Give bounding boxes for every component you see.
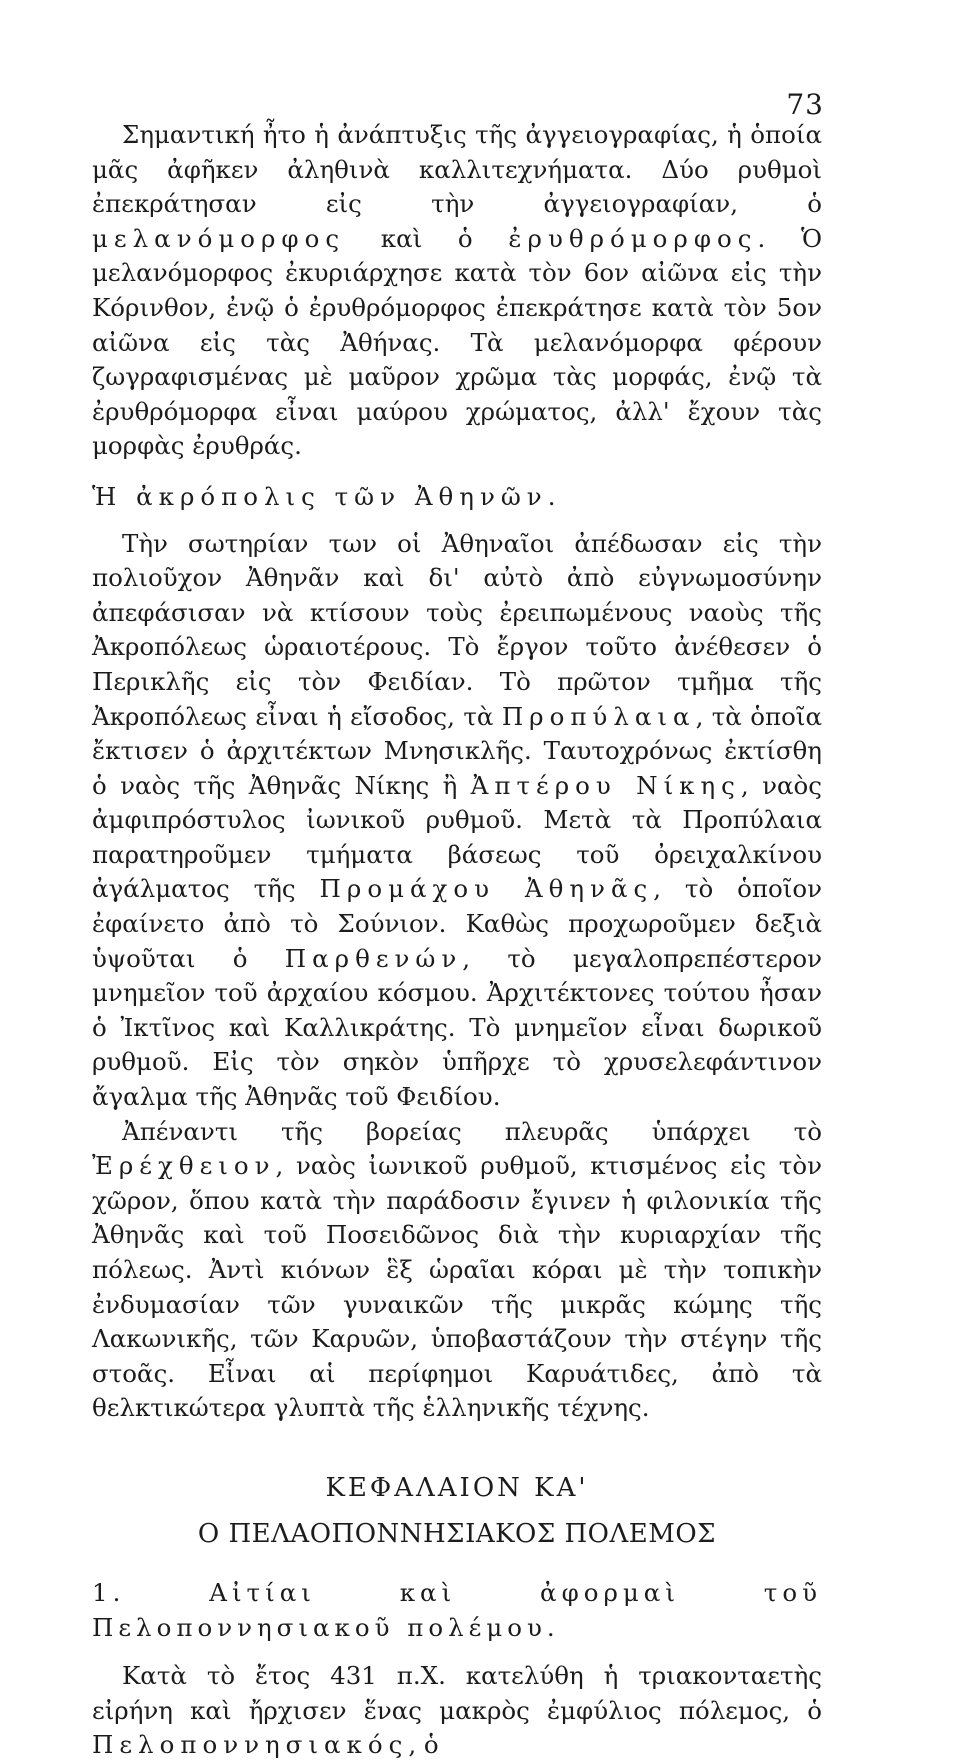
text-run: , τὸ μεγαλοπρεπέστερον μνημεῖον τοῦ ἀρχαίου κόσμου. Ἀρχιτέκτονες τούτου ἦσαν ὁ Ἰκτῖνος καὶ Καλλικράτης. Τὸ μνημεῖον εἶναι δωρικοῦ ρυθμοῦ. Εἰς τὸν σηκὸν ὑπῆρχε τὸ χρυσελεφάντινον ἄγαλμα τῆς Ἀθηνᾶς τοῦ Φειδίου.	[92, 943, 823, 1112]
term-propylaea: Προπύλαια	[501, 701, 696, 731]
paragraph-vase-painting	[92, 118, 822, 464]
paragraph-acropolis	[92, 527, 822, 1115]
term-apteros-nike: Ἀπτέρου Νίκης	[470, 770, 741, 800]
text-run: , ναὸς ἰωνικοῦ ρυθμοῦ, κτισμένος εἰς τὸν χῶρον, ὅπου κατὰ τὴν παράδοσιν ἔγινεν ἡ φιλονικία τῆς Ἀθηνᾶς καὶ τοῦ Ποσειδῶνος διὰ τὴν κυριαρχίαν τῆς πόλεως. Ἀντὶ κιόνων ἓξ ὡραῖαι κόραι μὲ τὴν τοπικὴν ἐνδυμασίαν τῶν γυναικῶν τῆς μικρᾶς κώμης τῆς Λακωνικῆς, τῶν Καρυῶν, ὑποβαστάζουν τὴν στέγην τῆς στοᾶς. Εἶναι αἱ περίφημοι Καρυάτιδες, ἀπὸ τὰ θελκτικώτερα γλυπτὰ τῆς ἑλληνικῆς τέχνης.	[92, 1151, 822, 1423]
text-run: Σημαντική ἦτο ἡ ἀνάπτυξις τῆς ἀγγειογραφίας, ἡ ὁποία μᾶς ἀφῆκεν ἀληθινὰ καλλιτεχνήματα. Δύο ρυθμοὶ ἐπεκράτησαν εἰς τὴν ἀγγειογραφίαν, ὁ	[92, 120, 822, 219]
text-run: Ἀπέναντι τῆς βορείας πλευρᾶς ὑπάρχει τὸ	[122, 1116, 822, 1146]
acropolis-heading: Ἡ ἀκρόπολις τῶν Ἀθηνῶν.	[92, 481, 562, 511]
term-parthenon: Παρθενών	[284, 943, 463, 973]
text-run: , τὰ ὁποῖα ἔκτισεν ὁ ἀρχιτέκτων Μνησικλῆς. Ταυτοχρόνως ἐκτίσθη ὁ ναὸς τῆς Ἀθηνᾶς Νίκης ἢ	[92, 701, 822, 800]
term-black-figure: μελανόμορφος	[92, 223, 346, 253]
chapter-title: Ο ΠΕΛΑΟΠΟΝΝΗΣΙΑΚΟΣ ΠΟΛΕΜΟΣ	[197, 1518, 717, 1549]
text-run: Κατὰ τὸ ἔτος 431 π.Χ. κατελύθη ἡ τριακονταετὴς εἰρήνη καὶ ἤρχισεν ἕνας μακρὸς ἐμφύλιος πόλεμος, ὁ	[92, 1661, 822, 1725]
term-red-figure: ἐρυθρόμορφος	[508, 223, 758, 253]
section-title: Αἰτίαι καὶ ἀφορμαὶ τοῦ Πελοποννησιακοῦ πολέμου.	[92, 1577, 822, 1642]
term-erechtheion: Ἐρέχθειον	[92, 1151, 276, 1181]
page-body	[92, 118, 822, 1763]
text-run: καὶ ὁ	[345, 223, 509, 253]
page-number: 73	[786, 88, 824, 121]
paragraph-war-start	[92, 1659, 822, 1763]
term-promachos: Προμάχου Ἀθηνᾶς	[319, 874, 654, 904]
text-run: . Ὁ μελανόμορφος ἐκυριάρχησε κατὰ τὸν 6ον αἰῶνα εἰς τὴν Κόρινθον, ἐνῷ ὁ ἐρυθρόμορφος ἐπεκράτησε κατὰ τὸν 5ον αἰῶνα εἰς τὰς Ἀθήνας. Τὰ μελανόμορφα φέρουν ζωγραφισμένας μὲ μαῦρον χρῶμα τὰς μορφάς, ἐνῷ τὰ ἐρυθρόμορφα εἶναι μαύρου χρώματος, ἀλλ' ἔχουν τὰς μορφὰς ἐρυθράς.	[92, 223, 823, 461]
term-peloponnesian: Πελοποννησιακός	[92, 1730, 409, 1760]
chapter-label: ΚΕΦΑΛΑΙΟΝ ΚΑ'	[325, 1472, 589, 1503]
text-run: , ὁ	[408, 1730, 439, 1760]
section-number: 1.	[92, 1577, 126, 1607]
text-run: , τὸ ὁποῖον ἐφαίνετο ἀπὸ τὸ Σούνιον. Καθὼς προχωροῦμεν δεξιὰ ὑψοῦται ὁ	[92, 874, 822, 973]
section-heading	[92, 1576, 822, 1645]
text-run: , ναὸς ἀμφιπρόστυλος ἰωνικοῦ ρυθμοῦ. Μετὰ τὰ Προπύλαια παρατηροῦμεν τμήματα βάσεως τοῦ ὀρειχαλκίνου ἀγάλματος τῆς	[92, 770, 822, 904]
paragraph-erechtheion	[92, 1115, 822, 1426]
text-run: Τὴν σωτηρίαν των οἱ Ἀθηναῖοι ἀπέδωσαν εἰς τὴν πολιοῦχον Ἀθηνᾶν καὶ δι' αὐτὸ ἀπὸ εὐγνωμοσύνην ἀπεφάσισαν νὰ κτίσουν τοὺς ἐρειπωμένους ναοὺς τῆς Ἀκροπόλεως ὡραιοτέρους. Τὸ ἔργον τοῦτο ἀνέθεσεν ὁ Περικλῆς εἰς τὸν Φειδίαν. Τὸ πρῶτον τμῆμα τῆς Ἀκροπόλεως εἶναι ἡ εἴσοδος, τὰ	[92, 528, 822, 731]
